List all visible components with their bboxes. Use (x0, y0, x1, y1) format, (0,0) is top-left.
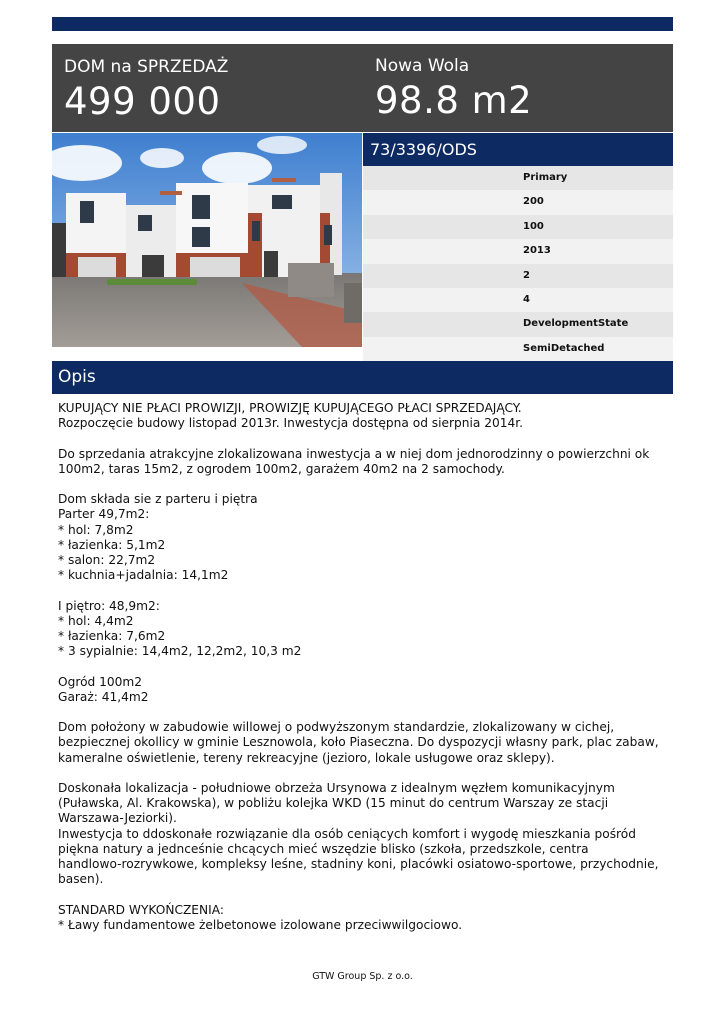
description-heading: Opis (52, 361, 673, 394)
listing-location: Nowa Wola (375, 56, 470, 76)
listing-area: 98.8 m2 (375, 79, 533, 122)
header-right (375, 55, 532, 123)
property-row: 2 (363, 264, 673, 288)
property-row: 2013 (363, 239, 673, 263)
listing-price: 499 000 (64, 80, 221, 123)
property-row: DevelopmentState (363, 312, 673, 336)
property-row: 100 (363, 215, 673, 239)
reference-number: 73/3396/ODS (363, 133, 673, 166)
top-accent-bar (52, 17, 673, 31)
listing-header (52, 44, 673, 132)
footer-company: GTW Group Sp. z o.o. (312, 971, 413, 982)
listing-type: DOM na SPRZEDAŻ (64, 57, 229, 77)
property-row: Primary (363, 166, 673, 190)
header-left (64, 56, 228, 124)
description-text: KUPUJĄCY NIE PŁACI PROWIZJI, PROWIZJĘ KUPUJĄCEGO PŁACI SPRZEDAJĄCY. Rozpoczęcie budowy listopad 2013r. Inwestycja dostępna od sierpnia 2014r. Do sprzedania atrakcyjne zlokalizowana inwestycja a w niej dom jednorodzinny o powierzchni ok 100m2, taras 15m2, z ogrodem 100m2, garażem 40m2 na 2 samochody. Dom składa sie z parteru i piętra Parter 49,7m2: * hol: 7,8m2 * łazienka: 5,1m2 * salon: 22,7m2 * kuchnia+jadalnia: 14,1m2 I piętro: 48,9m2: * hol: 4,4m2 * łazienka: 7,6m2 * 3 sypialnie: 14,4m2, 12,2m2, 10,3 m2 Ogród 100m2 Garaż: 41,4m2 Dom położony w zabudowie willowej o podwyższonym standardzie, zlokalizowany w cichej, bezpiecznej okollicy w gminie Lesznowola, koło Piaseczna. Do dyspozycji własny park, plac zabaw, kameralne oświetlenie, tereny rekreacyjne (jezioro, lokale usługowe oraz sklepy). Doskonała lokalizacja - południowe obrzeża Ursynowa z idealnym węzłem komunikacyjnym (Puławska, Al. Krakowska), w pobliżu kolejka WKD (15 minut do centrum Warszay ze stacji Warszawa-Jeziorki). Inwestycja to ddoskonałe rozwiązanie dla osób ceniących komfort i wygodę mieszkania pośród piękna natury a jednceśnie chcących mieć wszędzie blisko (szkoła, przedszkole, centra handlowo-rozrywkowe, kompleksy leśne, stadniny koni, placówki osiatowo-sportowe, przychodnie, basen). STANDARD WYKOŃCZENIA: * Ławy fundamentowe żelbetonowe izolowane przeciwwilgociowo. (58, 401, 659, 932)
property-photo (52, 133, 362, 347)
house-photo-illustration (52, 133, 362, 347)
property-details-table (363, 166, 673, 361)
property-row: 200 (363, 190, 673, 214)
property-row: 4 (363, 288, 673, 312)
property-row: SemiDetached (363, 337, 673, 361)
